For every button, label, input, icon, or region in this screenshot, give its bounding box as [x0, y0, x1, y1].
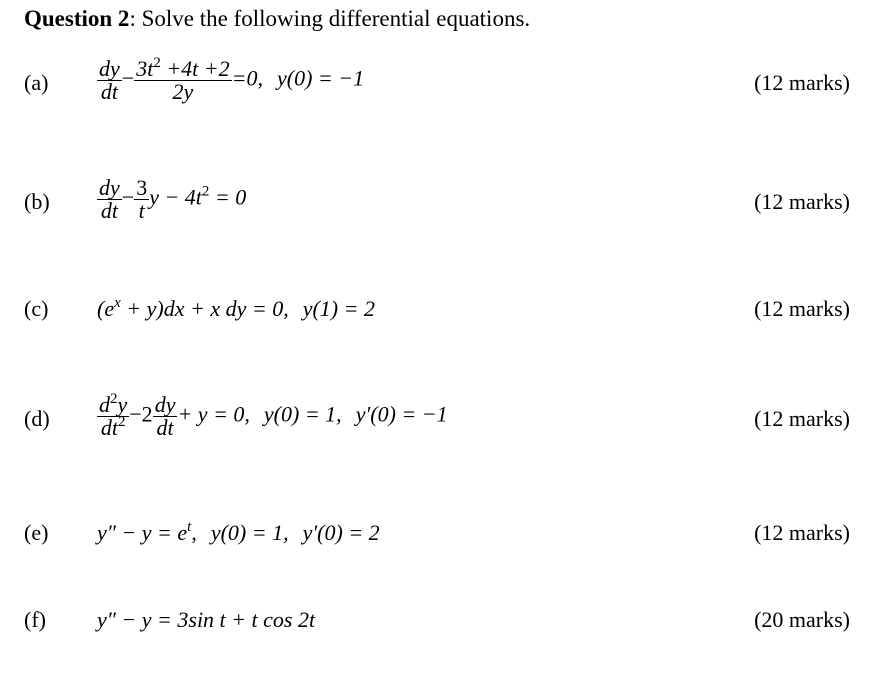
b-3-over-t-fraction	[134, 177, 149, 222]
question-title	[24, 6, 530, 32]
e-condition-2: y′(0) = 2	[302, 520, 380, 545]
e-condition-1: y(0) = 1,	[210, 520, 289, 545]
d-condition-1: y(0) = 1,	[263, 401, 342, 427]
b-equals: = 0	[209, 184, 247, 210]
question-b-label: (b)	[24, 189, 50, 214]
c-rest: + y)dx + x dy = 0,	[120, 296, 289, 321]
question-f-label: (f)	[24, 607, 46, 632]
question-b	[0, 175, 882, 235]
a-dy: dy	[99, 56, 120, 81]
c-initial-condition: y(1) = 2	[302, 296, 375, 321]
b-dy-dt-fraction	[97, 177, 122, 222]
d-d2y-exp: 2	[110, 391, 118, 407]
d-d2y	[97, 391, 129, 417]
c-lhs-open: (e	[97, 296, 115, 321]
question-e-equation	[97, 520, 380, 546]
question-e	[0, 517, 882, 577]
d-condition-2: y′(0) = −1	[355, 401, 448, 427]
question-e-label: (e)	[24, 520, 49, 545]
a-minus: −	[121, 65, 135, 91]
e-exp: t	[187, 519, 192, 535]
question-c-label: (c)	[24, 296, 49, 321]
question-b-equation	[97, 177, 246, 222]
a-equals: =0,	[231, 65, 263, 91]
question-c	[0, 293, 882, 353]
question-f	[0, 604, 882, 664]
a-num-rest: +4t +2	[160, 56, 230, 81]
question-a-label: (a)	[24, 70, 49, 95]
question-d-label: (d)	[24, 406, 50, 431]
question-number: Question 2	[24, 6, 130, 31]
question-c-marks: (12 marks)	[754, 296, 850, 321]
d-minus-2: −2	[129, 401, 153, 427]
d-dy-dt-fraction	[153, 394, 178, 439]
a-rhs-fraction	[134, 55, 231, 104]
d-d2y-d: d	[99, 392, 110, 417]
question-a	[0, 56, 882, 116]
a-dy-dt-fraction	[97, 58, 122, 103]
d-d2y-y: y	[117, 392, 128, 417]
question-a-marks: (12 marks)	[754, 70, 850, 95]
question-instruction: : Solve the following differential equations.	[129, 6, 531, 31]
question-c-equation	[97, 296, 375, 322]
e-comma: ,	[191, 520, 197, 545]
a-initial-condition: y(0) = −1	[276, 65, 365, 91]
question-f-marks: (20 marks)	[754, 607, 850, 632]
a-num-exp: 2	[153, 55, 161, 71]
d-dt: dt	[153, 416, 178, 439]
c-exp: x	[114, 295, 121, 311]
question-d-equation	[97, 391, 448, 440]
d-dt2-dt: dt	[100, 415, 118, 440]
b-exp: 2	[201, 183, 210, 200]
d-rest: + y = 0,	[177, 401, 250, 427]
a-denominator: 2y	[134, 80, 231, 103]
b-three: 3	[136, 175, 148, 200]
question-d	[0, 392, 882, 452]
d-dy: dy	[154, 392, 176, 417]
d-dt2-exp: 2	[117, 414, 126, 430]
b-dy: dy	[99, 175, 120, 200]
a-dt: dt	[97, 80, 122, 103]
question-d-marks: (12 marks)	[754, 406, 850, 431]
question-f-equation: y″ − y = 3sin t + t cos 2t	[97, 607, 316, 632]
b-minus: −	[121, 184, 135, 210]
b-dt: dt	[97, 199, 122, 222]
b-middle: y − 4t	[149, 184, 202, 210]
question-b-marks: (12 marks)	[754, 189, 850, 214]
a-num-3t: 3t	[136, 56, 154, 81]
e-lhs: y″ − y = e	[97, 520, 188, 545]
d-dt2	[97, 416, 129, 439]
question-a-equation	[97, 55, 365, 104]
d-second-derivative-fraction	[97, 391, 129, 440]
a-numerator	[134, 55, 231, 81]
question-e-marks: (12 marks)	[754, 520, 850, 545]
b-t: t	[134, 199, 149, 222]
